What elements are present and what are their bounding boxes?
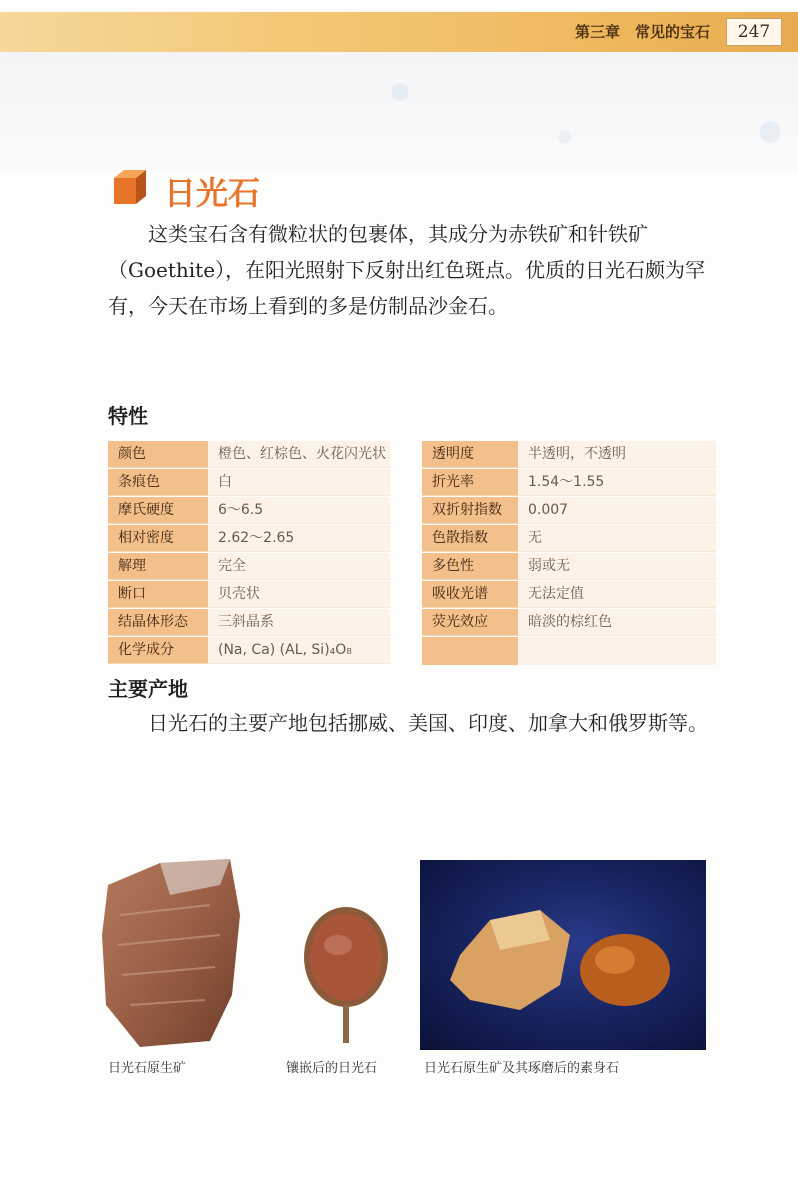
origin-paragraph: 日光石的主要产地包括挪威、美国、印度、加拿大和俄罗斯等。	[148, 711, 708, 735]
table-row	[422, 581, 716, 608]
properties-heading: 特性	[108, 404, 148, 428]
origin-heading: 主要产地	[108, 677, 188, 701]
property-value: (Na, Ca) (AL, Si)₄O₈	[208, 637, 390, 664]
property-value: 无	[518, 525, 716, 552]
table-row	[422, 609, 716, 636]
table-row	[108, 441, 390, 468]
table-row	[108, 637, 390, 664]
property-label: 吸收光谱	[422, 581, 518, 608]
properties-table-left	[108, 441, 390, 665]
property-label: 透明度	[422, 441, 518, 468]
property-label: 荧光效应	[422, 609, 518, 636]
set-sunstone-image	[300, 905, 395, 1045]
snowflake-background	[0, 52, 798, 172]
property-label: 颜色	[108, 441, 208, 468]
property-value: 三斜晶系	[208, 609, 390, 636]
table-row	[108, 497, 390, 524]
property-label: 双折射指数	[422, 497, 518, 524]
property-value: 完全	[208, 553, 390, 580]
table-row	[422, 525, 716, 552]
table-row	[422, 469, 716, 496]
property-label: 化学成分	[108, 637, 208, 664]
page-title: 日光石	[164, 174, 261, 212]
property-value: 白	[208, 469, 390, 496]
table-row	[422, 441, 716, 468]
table-row	[422, 497, 716, 524]
property-label: 多色性	[422, 553, 518, 580]
intro-paragraph: 这类宝石含有微粒状的包裹体，其成分为赤铁矿和针铁矿（Goethite），在阳光照射下反射出红色斑点。优质的日光石颇为罕有，今天在市场上看到的多是仿制品沙金石。	[108, 222, 706, 318]
rough-and-polished-sunstone-image	[420, 860, 706, 1050]
property-value: 半透明，不透明	[518, 441, 716, 468]
property-label: 折光率	[422, 469, 518, 496]
property-label: 相对密度	[108, 525, 208, 552]
property-value: 6～6.5	[208, 497, 390, 524]
table-row	[108, 581, 390, 608]
table-row	[108, 553, 390, 580]
table-row	[422, 553, 716, 580]
cube-icon	[110, 168, 148, 206]
property-value: 贝壳状	[208, 581, 390, 608]
property-value: 橙色、红棕色、火花闪光状	[208, 441, 390, 468]
property-label: 断口	[108, 581, 208, 608]
property-label: 色散指数	[422, 525, 518, 552]
table-row	[108, 609, 390, 636]
figure-caption: 日光石原生矿及其琢磨后的素身石	[424, 1061, 620, 1076]
property-label: 摩氏硬度	[108, 497, 208, 524]
property-value: 2.62～2.65	[208, 525, 390, 552]
property-value: 0.007	[518, 497, 716, 524]
table-row	[108, 469, 390, 496]
empty-cell	[422, 637, 518, 665]
table-row-empty	[422, 637, 716, 664]
raw-sunstone-image	[100, 855, 245, 1050]
property-value: 暗淡的棕红色	[518, 609, 716, 636]
properties-table-right	[422, 441, 716, 665]
property-label: 解理	[108, 553, 208, 580]
property-value: 1.54～1.55	[518, 469, 716, 496]
property-value: 弱或无	[518, 553, 716, 580]
table-row	[108, 525, 390, 552]
empty-cell	[518, 637, 716, 665]
page-number: 247	[726, 18, 782, 46]
figure-caption: 镶嵌后的日光石	[286, 1061, 378, 1076]
property-label: 条痕色	[108, 469, 208, 496]
property-value: 无法定值	[518, 581, 716, 608]
chapter-title: 第三章 常见的宝石	[574, 23, 710, 41]
figure-caption: 日光石原生矿	[108, 1061, 187, 1076]
property-label: 结晶体形态	[108, 609, 208, 636]
